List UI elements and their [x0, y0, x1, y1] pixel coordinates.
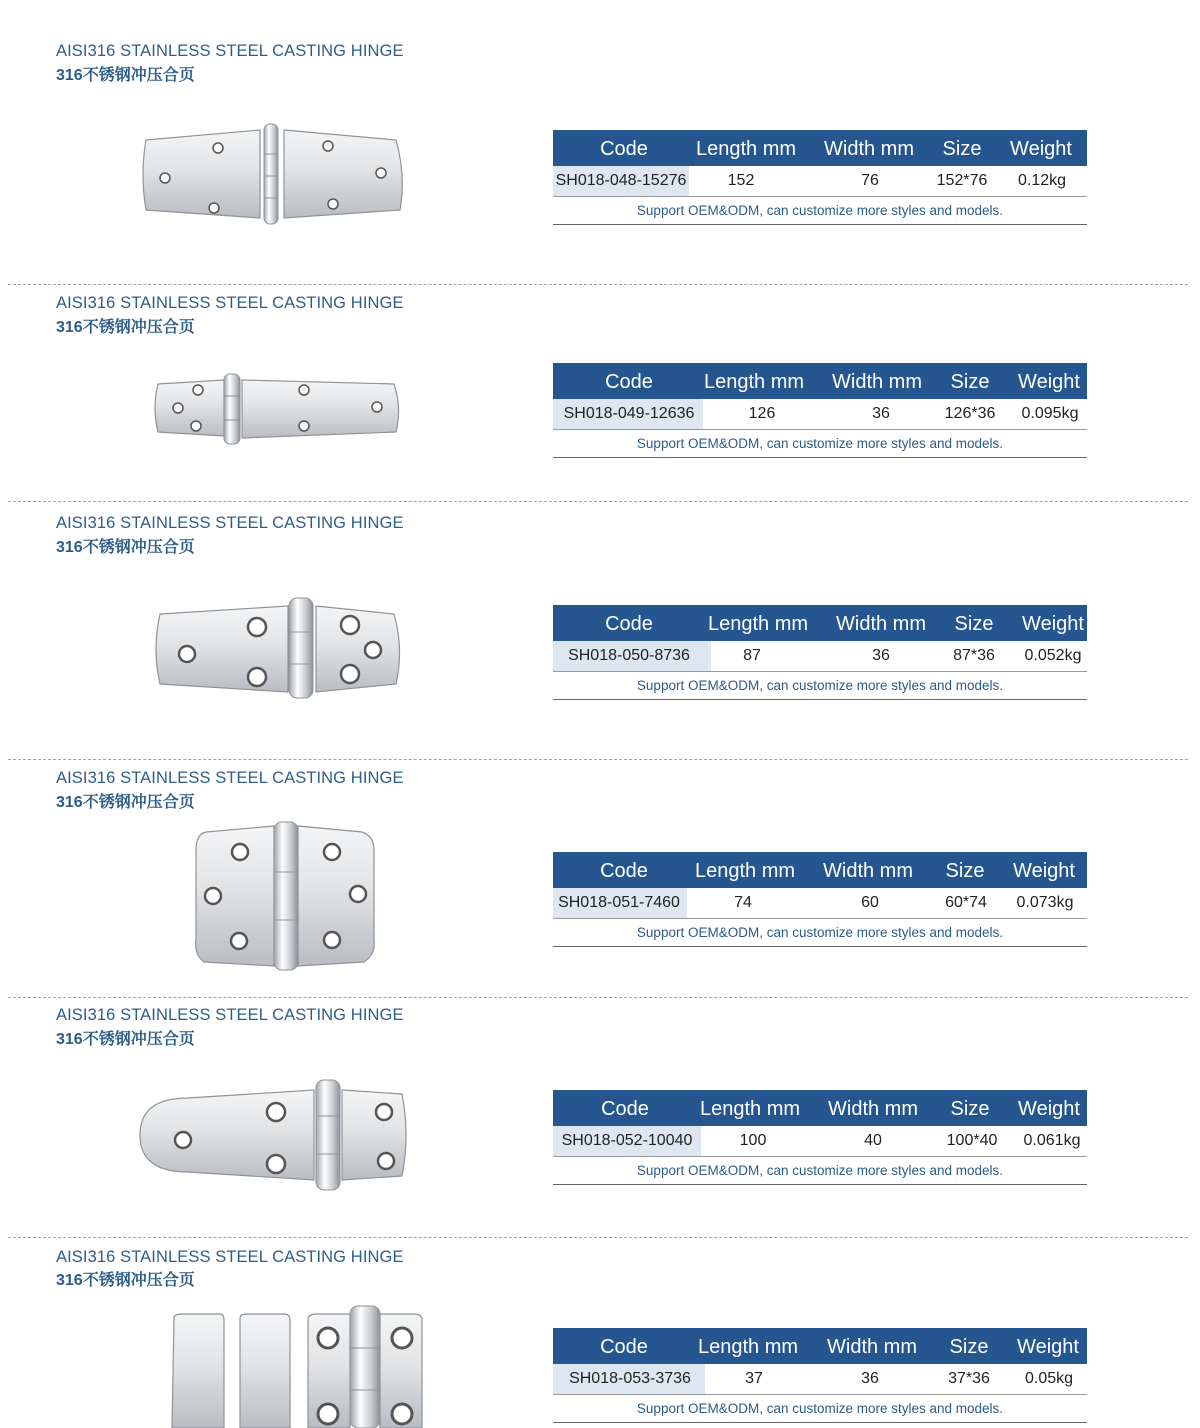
cell-width: 40 — [864, 1132, 882, 1149]
header-size: Size — [945, 860, 985, 882]
section-divider — [8, 1237, 1188, 1238]
spec-data-row — [553, 166, 1087, 197]
cell-width: 76 — [861, 172, 879, 189]
cell-weight: 0.095kg — [1021, 405, 1079, 422]
cell-size: 37*36 — [948, 1370, 990, 1387]
product-title-en: AISI316 STAINLESS STEEL CASTING HINGE — [56, 42, 404, 60]
header-weight: Weight — [1022, 613, 1084, 635]
cell-length: 152 — [727, 172, 755, 189]
header-size: Size — [942, 138, 982, 160]
hinge-image — [150, 370, 406, 450]
cell-code: SH018-051-7460 — [558, 894, 680, 911]
hinge-image — [190, 820, 380, 974]
cell-code: SH018-048-15276 — [555, 172, 687, 189]
header-length: Length mm — [707, 613, 809, 635]
cell-size: 152*76 — [936, 172, 988, 189]
spec-data-row — [553, 399, 1087, 430]
cell-code: SH018-050-8736 — [568, 647, 690, 664]
section-divider — [8, 759, 1188, 760]
cell-weight: 0.05kg — [1024, 1370, 1074, 1387]
oem-note: Support OEM&ODM, can customize more styles and models. — [553, 1395, 1087, 1423]
header-width: Width mm — [824, 138, 914, 160]
cell-length: 126 — [748, 405, 776, 422]
product-title-cn: 316不锈钢冲压合页 — [56, 1272, 195, 1289]
product-title-en: AISI316 STAINLESS STEEL CASTING HINGE — [56, 1248, 404, 1266]
spec-data-row — [553, 1126, 1087, 1157]
spec-header-row — [553, 1090, 1087, 1126]
header-weight: Weight — [1018, 1098, 1080, 1120]
cell-length: 74 — [734, 894, 752, 911]
product-title-cn: 316不锈钢冲压合页 — [56, 319, 195, 336]
product-title-cn: 316不锈钢冲压合页 — [56, 1031, 195, 1048]
spec-header-row — [553, 1328, 1087, 1364]
header-weight: Weight — [1010, 138, 1072, 160]
header-length: Length mm — [694, 860, 796, 882]
header-width: Width mm — [828, 1098, 918, 1120]
header-size: Size — [950, 1098, 990, 1120]
spec-header-row — [553, 130, 1087, 166]
cell-code: SH018-053-3736 — [569, 1370, 691, 1387]
header-code: Code — [605, 613, 653, 635]
header-code: Code — [605, 371, 653, 393]
cell-size: 60*74 — [945, 894, 987, 911]
oem-note: Support OEM&ODM, can customize more styles and models. — [553, 197, 1087, 225]
section-divider — [8, 997, 1188, 998]
header-width: Width mm — [823, 860, 913, 882]
cell-size: 100*40 — [946, 1132, 998, 1149]
product-title-en: AISI316 STAINLESS STEEL CASTING HINGE — [56, 294, 404, 312]
cell-width: 36 — [861, 1370, 879, 1387]
header-code: Code — [600, 1336, 648, 1358]
product-title-en: AISI316 STAINLESS STEEL CASTING HINGE — [56, 1006, 404, 1024]
cell-length: 100 — [739, 1132, 767, 1149]
product-title-en: AISI316 STAINLESS STEEL CASTING HINGE — [56, 769, 404, 787]
hinge-image — [150, 592, 406, 704]
cell-code: SH018-052-10040 — [561, 1132, 693, 1149]
spec-table — [553, 130, 1087, 225]
section-divider — [8, 284, 1188, 285]
oem-note: Support OEM&ODM, can customize more styles and models. — [553, 919, 1087, 947]
header-width: Width mm — [836, 613, 926, 635]
cell-weight: 0.12kg — [1017, 172, 1067, 189]
spec-data-row — [553, 641, 1087, 672]
header-code: Code — [600, 138, 648, 160]
oem-note: Support OEM&ODM, can customize more styles and models. — [553, 1157, 1087, 1185]
header-code: Code — [600, 860, 648, 882]
header-size: Size — [950, 371, 990, 393]
product-title-cn: 316不锈钢冲压合页 — [56, 67, 195, 84]
header-weight: Weight — [1013, 860, 1075, 882]
header-width: Width mm — [832, 371, 922, 393]
spec-header-row — [553, 605, 1087, 641]
oem-note: Support OEM&ODM, can customize more styles and models. — [553, 430, 1087, 458]
header-weight: Weight — [1017, 1336, 1079, 1358]
hinge-image — [138, 118, 410, 230]
product-title-en: AISI316 STAINLESS STEEL CASTING HINGE — [56, 514, 404, 532]
cell-width: 36 — [872, 405, 890, 422]
cell-weight: 0.052kg — [1024, 647, 1082, 664]
product-title-cn: 316不锈钢冲压合页 — [56, 794, 195, 811]
cell-length: 37 — [745, 1370, 763, 1387]
spec-table — [553, 1328, 1087, 1423]
header-code: Code — [601, 1098, 649, 1120]
header-size: Size — [954, 613, 994, 635]
cell-size: 87*36 — [953, 647, 995, 664]
spec-table — [553, 363, 1087, 458]
hinge-image — [136, 1076, 416, 1194]
cell-width: 60 — [861, 894, 879, 911]
header-length: Length mm — [695, 138, 797, 160]
header-length: Length mm — [697, 1336, 799, 1358]
spec-data-row — [553, 1364, 1087, 1395]
header-size: Size — [949, 1336, 989, 1358]
cell-length: 87 — [743, 647, 761, 664]
spec-table — [553, 1090, 1087, 1185]
cell-size: 126*36 — [944, 405, 996, 422]
oem-note: Support OEM&ODM, can customize more styles and models. — [553, 672, 1087, 700]
hinge-image — [168, 1302, 430, 1428]
cell-weight: 0.061kg — [1023, 1132, 1081, 1149]
cell-code: SH018-049-12636 — [563, 405, 695, 422]
header-length: Length mm — [699, 1098, 801, 1120]
spec-header-row — [553, 363, 1087, 399]
spec-header-row — [553, 852, 1087, 888]
product-title-cn: 316不锈钢冲压合页 — [56, 539, 195, 556]
spec-table — [553, 852, 1087, 947]
spec-table — [553, 605, 1087, 700]
section-divider — [8, 501, 1188, 502]
cell-width: 36 — [872, 647, 890, 664]
header-width: Width mm — [827, 1336, 917, 1358]
header-length: Length mm — [703, 371, 805, 393]
header-weight: Weight — [1018, 371, 1080, 393]
cell-weight: 0.073kg — [1016, 894, 1074, 911]
spec-data-row — [553, 888, 1087, 919]
